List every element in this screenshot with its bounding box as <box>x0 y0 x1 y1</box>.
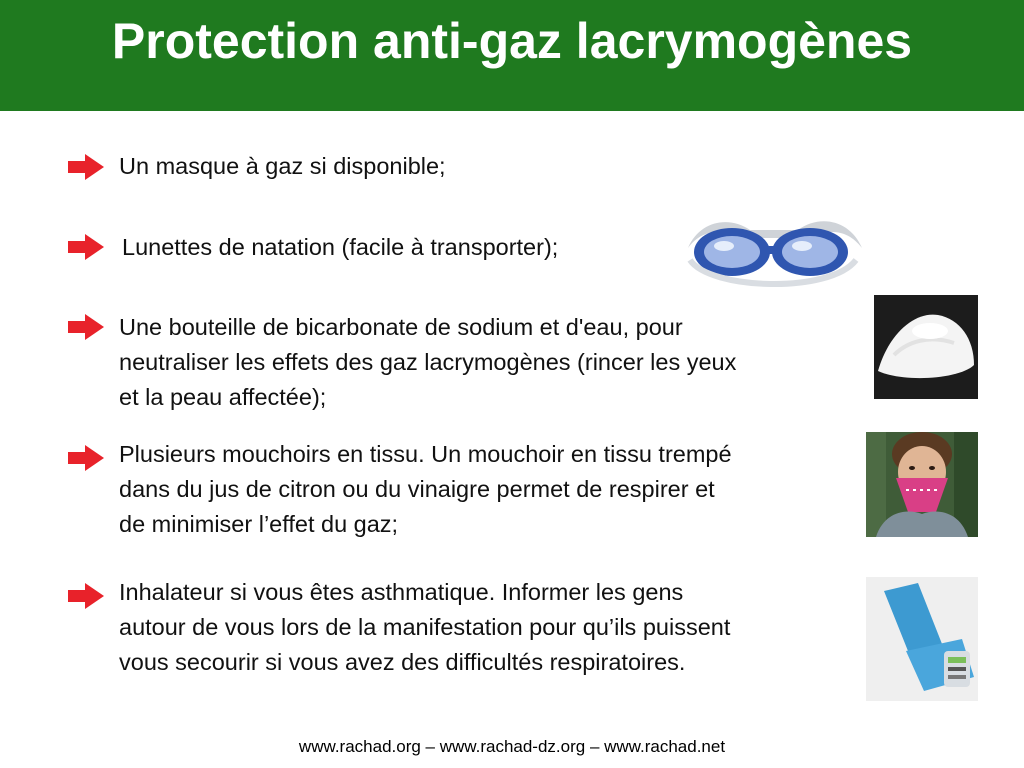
baking-soda-photo <box>874 295 978 399</box>
arrow-bullet-icon <box>68 154 104 180</box>
footer-links: www.rachad.org – www.rachad-dz.org – www.rachad.net <box>298 737 726 756</box>
list-item-baking-soda: Une bouteille de bicarbonate de sodium et d'eau, pour neutraliser les effets des gaz lacrymogènes (rincer les yeux et la peau affectée); <box>119 314 737 410</box>
page-title: Protection anti-gaz lacrymogènes <box>111 13 913 69</box>
bandana-mask-protester-photo <box>866 432 978 537</box>
list-item-swim-goggles: Lunettes de natation (facile à transporter); <box>122 234 559 260</box>
asthma-inhaler-photo <box>866 577 978 701</box>
list-item-gas-mask: Un masque à gaz si disponible; <box>119 153 446 179</box>
arrow-bullet-icon <box>68 234 104 260</box>
list-item-inhaler: Inhalateur si vous êtes asthmatique. Informer les gens autour de vous lors de la manifestation pour qu’ils puissent vous secourir si vous avez des difficultés respiratoires. <box>119 579 731 675</box>
title-bar <box>0 0 1024 111</box>
arrow-bullet-icon <box>68 314 104 340</box>
arrow-bullet-icon <box>68 445 104 471</box>
arrow-bullet-icon <box>68 583 104 609</box>
list-item-handkerchiefs: Plusieurs mouchoirs en tissu. Un mouchoir en tissu trempé dans du jus de citron ou du vinaigre permet de respirer et de minimiser l’effet du gaz; <box>119 441 732 537</box>
swim-goggles-photo <box>680 190 866 306</box>
